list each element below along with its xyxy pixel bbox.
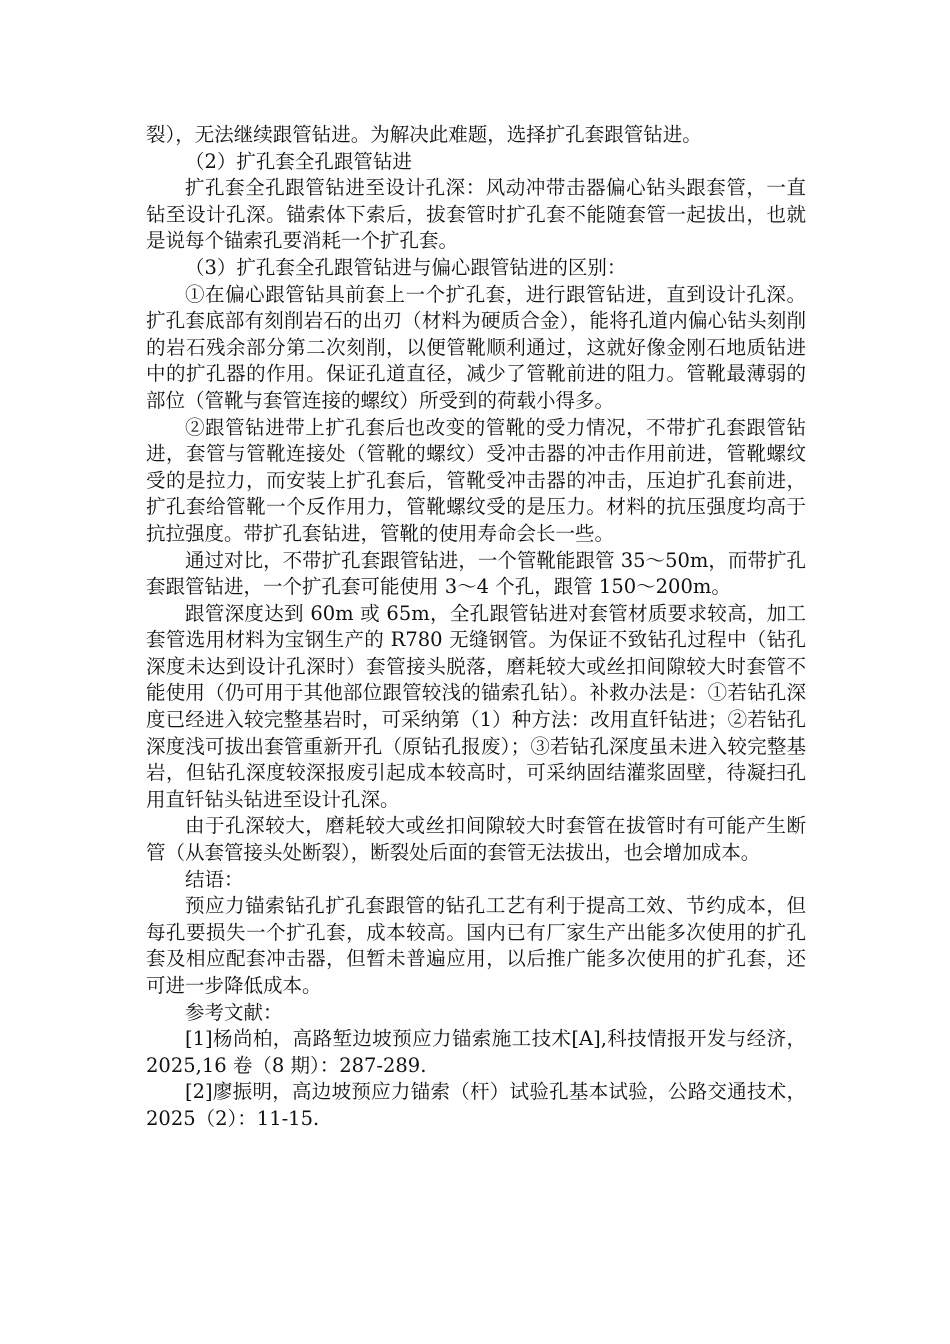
paragraph-point-1: ①在偏心跟管钻具前套上一个扩孔套，进行跟管钻进，直到设计孔深。扩孔套底部有刻削岩石的出刃（材料为硬质合金），能将孔道内偏心钻头刻削的岩石残余部分第二次刻削，以便管靴顺利通过，这就好像金刚石地质钻进中的扩孔器的作用。保证孔道直径，减少了管靴前进的阻力。管靴最薄弱的部位（管靴与套管连接的螺纹）所受到的荷载小得多。 bbox=[146, 282, 806, 412]
subheading-difference: （3）扩孔套全孔跟管钻进与偏心跟管钻进的区别： bbox=[185, 255, 627, 279]
paragraph-reaming-method: 扩孔套全孔跟管钻进至设计孔深：风动冲带击器偏心钻头跟套管，一直钻至设计孔深。锚索体下索后，拔套管时扩孔套不能随套管一起拔出，也就是说每个锚索孔要消耗一个扩孔套。 bbox=[146, 176, 806, 253]
heading-references: 参考文献： bbox=[185, 1000, 283, 1024]
paragraph-continuation: 裂），无法继续跟管钻进。为解决此难题，选择扩孔套跟管钻进。 bbox=[146, 123, 702, 146]
paragraph-comparison: 通过对比，不带扩孔套跟管钻进，一个管靴能跟管 35～50m，而带扩孔套跟管钻进，一个扩孔套可能使用 3～4 个孔，跟管 150～200m。 bbox=[146, 548, 806, 599]
heading-conclusion: 结语： bbox=[185, 867, 244, 891]
paragraph-depth-remedy: 跟管深度达到 60m 或 65m，全孔跟管钻进对套管材质要求较高，加工套管选用材料为宝钢生产的 R780 无缝钢管。为保证不致钻孔过程中（钻孔深度未达到设计孔深时）套管接头脱落，磨耗较大或丝扣间隙较大时套管不能使用（仍可用于其他部位跟管较浅的锚索孔钻）。补救办法是：①若钻孔深度已经进入较完整基岩时，可采纳第（1）种方法：改用直钎钻进；②若钻孔深度浅可拔出套管重新开孔（原钻孔报废）；③若钻孔深度虽未进入较完整基岩，但钻孔深度较深报废引起成本较高时，可采纳固结灌浆固壁，待凝扫孔用直钎钻头钻进至设计孔深。 bbox=[146, 601, 806, 811]
paragraph-conclusion: 预应力锚索钻孔扩孔套跟管的钻孔工艺有利于提高工效、节约成本，但每孔要损失一个扩孔套，成本较高。国内已有厂家生产出能多次使用的扩孔套及相应配套冲击器，但暂未普遍应用，以后推广能多次使用的扩孔套，还可进一步降低成本。 bbox=[146, 894, 806, 997]
paragraph-point-2: ②跟管钻进带上扩孔套后也改变的管靴的受力情况，不带扩孔套跟管钻进，套管与管靴连接处（管靴的螺纹）受冲击器的冲击作用前进，管靴螺纹受的是拉力，而安装上扩孔套后，管靴受冲击器的冲击，压迫扩孔套前进，扩孔套给管靴一个反作用力，管靴螺纹受的是压力。材料的抗压强度均高于抗拉强度。带扩孔套钻进，管靴的使用寿命会长一些。 bbox=[146, 415, 806, 545]
subheading-reaming-full-hole: （2）扩孔套全孔跟管钻进 bbox=[185, 149, 412, 173]
reference-1: [1]杨尚柏，高路堑边坡预应力锚索施工技术[A],科技情报开发与经济，2025,16 卷（8 期）：287-289. bbox=[146, 1027, 806, 1077]
reference-2: [2]廖振明，高边坡预应力锚索（杆）试验孔基本试验，公路交通技术，2025（2）：11-15. bbox=[146, 1080, 806, 1130]
document-body bbox=[146, 122, 806, 1133]
paragraph-broken-pipe: 由于孔深较大，磨耗较大或丝扣间隙较大时套管在拔管时有可能产生断管（从套管接头处断裂），断裂处后面的套管无法拔出，也会增加成本。 bbox=[146, 814, 806, 865]
